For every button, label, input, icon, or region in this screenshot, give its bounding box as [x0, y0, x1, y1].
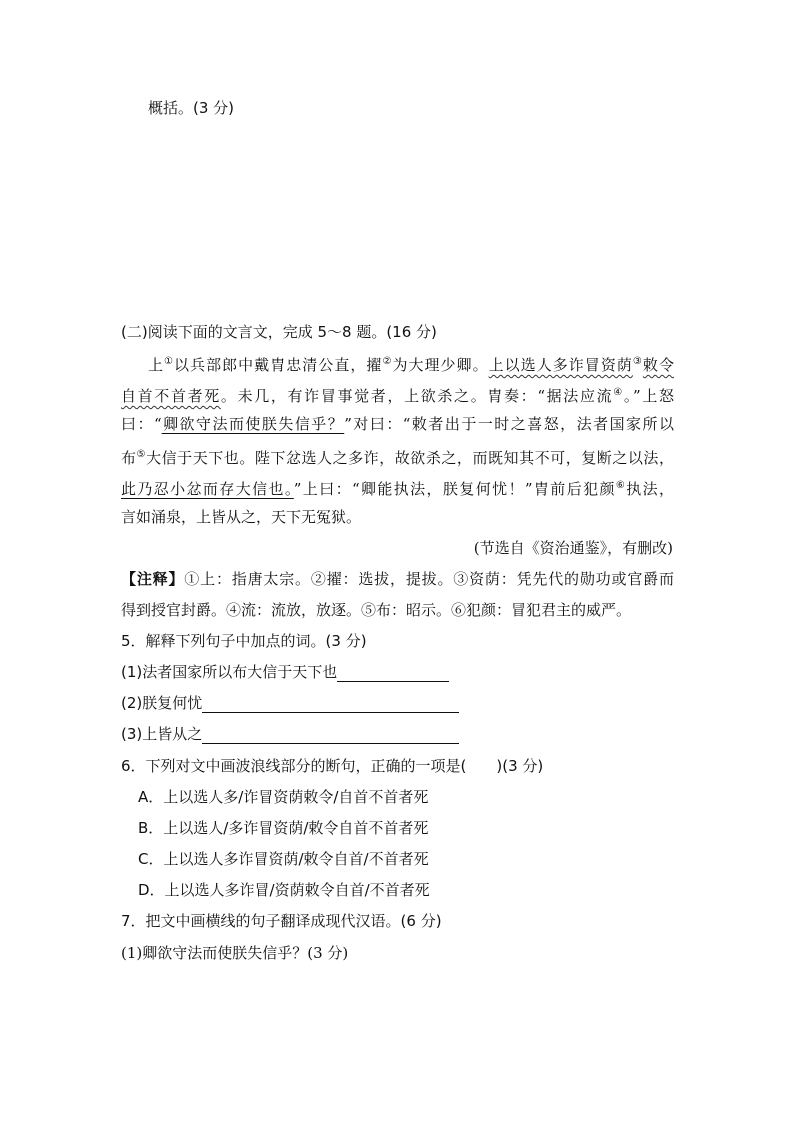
option-b[interactable]: B．上以选人/多诈冒资荫/敕令自首不首者死 — [138, 819, 429, 837]
notes-line-1 — [121, 569, 674, 589]
passage-text: 执法， — [626, 480, 674, 498]
passage-text: 上 — [148, 356, 165, 374]
passage-text: 大信于天下也。陛下忿选人之多诈，故欲杀之，而既知其不可，复断之以法， — [146, 449, 674, 467]
passage-text: 。未几，有诈冒事觉者，上欲杀之。胄奏：“据法应流 — [220, 387, 614, 405]
wavy-underlined-text: 上以选人多诈冒资荫 — [488, 356, 633, 374]
item-text: (3)上皆从之 — [121, 725, 203, 743]
question-5-item-2 — [121, 693, 459, 713]
passage-text: 。”上怒 — [623, 387, 675, 405]
note-marker: ⑤ — [136, 449, 147, 460]
note-marker: ③ — [632, 356, 643, 367]
underlined-sentence: 卿欲守法而使朕失信乎？ — [161, 415, 345, 433]
passage-text: ”对曰：“敕者出于一时之喜怒，法者国家所以 — [344, 415, 674, 433]
passage-text: ”上曰：“卿能执法，朕复何忧！”胄前后犯颜 — [293, 480, 616, 498]
answer-blank[interactable] — [202, 727, 459, 744]
passage-text: 布 — [121, 449, 137, 467]
underlined-sentence: 此乃忍小忿而存大信也。 — [121, 480, 294, 498]
passage-text: 曰：“ — [121, 415, 162, 433]
item-text: (1)法者国家所以布大信于天下也 — [121, 663, 338, 681]
passage-line-4 — [121, 445, 674, 468]
passage-text: 以兵部郎中戴胄忠清公直，擢 — [174, 356, 383, 374]
option-c[interactable]: C．上以选人多诈冒资荫/敕令自首/不首者死 — [138, 850, 429, 868]
wavy-underlined-text: 敕令 — [642, 356, 674, 374]
note-marker: ④ — [613, 387, 624, 398]
question-6-title: 6．下列对文中画波浪线部分的断句，正确的一项是( )(3 分) — [121, 757, 544, 775]
question-5-item-1 — [121, 662, 449, 682]
notes-text: ①上：指唐太宗。②擢：选拔，提拔。③资荫：凭先代的勋功或官爵而 — [184, 570, 674, 588]
note-marker: ② — [382, 356, 393, 367]
source-citation: (节选自《资治通鉴》，有删改) — [473, 539, 673, 557]
passage-line-6: 言如涌泉，上皆从之，天下无冤狱。 — [121, 508, 362, 526]
note-marker: ① — [164, 356, 175, 367]
passage-line-3 — [121, 414, 674, 434]
answer-blank[interactable] — [202, 696, 459, 713]
passage-line-2 — [121, 383, 674, 406]
top-line: 概括。(3 分) — [148, 99, 235, 117]
option-d[interactable]: D．上以选人多诈冒/资荫敕令自首/不首者死 — [138, 881, 430, 899]
notes-label: 【注释】 — [121, 570, 185, 588]
section-heading: (二)阅读下面的文言文，完成 5～8 题。(16 分) — [121, 323, 437, 341]
passage-line-5 — [121, 476, 674, 499]
note-marker: ⑥ — [615, 480, 627, 491]
question-7-sub-1: (1)卿欲守法而使朕失信乎？(3 分) — [121, 944, 349, 962]
notes-line-2: 得到授官封爵。④流：流放，放逐。⑤布：昭示。⑥犯颜：冒犯君主的威严。 — [121, 601, 632, 619]
passage-line-1 — [148, 352, 674, 375]
passage-text: 为大理少卿。 — [392, 356, 489, 374]
question-7-title: 7．把文中画横线的句子翻译成现代汉语。(6 分) — [121, 912, 442, 930]
option-a[interactable]: A．上以选人多/诈冒资荫敕令/自首不首者死 — [138, 788, 429, 806]
question-5-title: 5．解释下列句子中加点的词。(3 分) — [121, 632, 367, 650]
item-text: (2)朕复何忧 — [121, 694, 203, 712]
question-5-item-3 — [121, 724, 459, 744]
wavy-underlined-text: 自首不首者死 — [121, 387, 221, 405]
answer-blank[interactable] — [337, 665, 449, 682]
